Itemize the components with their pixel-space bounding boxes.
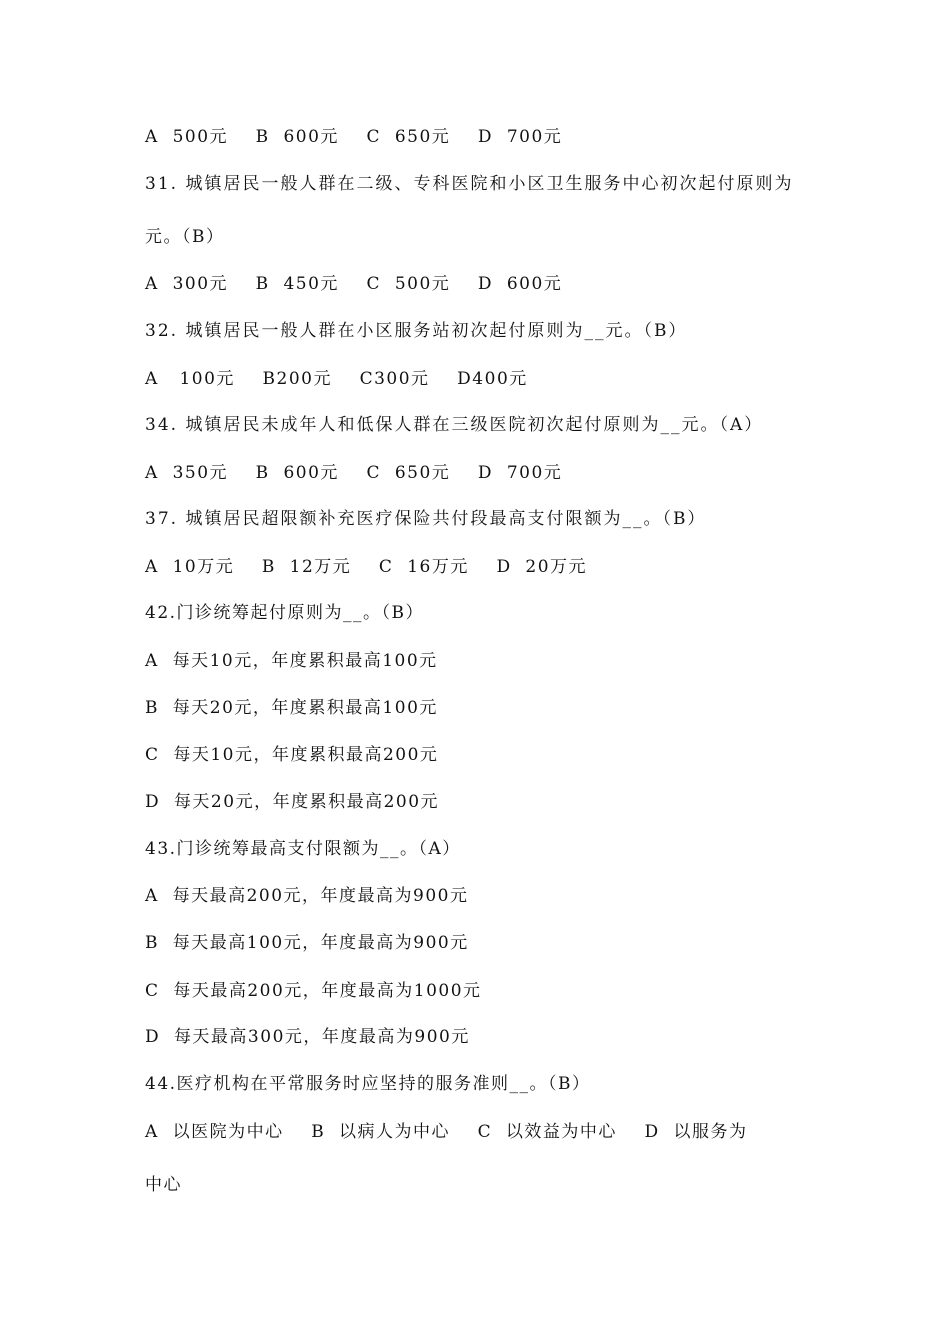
q44-options-cont: 中心 [145, 1175, 182, 1195]
q43-option-d: D 每天最高300元，年度最高为900元 [145, 1027, 470, 1047]
q42-option-d: D 每天20元，年度累积最高200元 [145, 792, 440, 812]
q42-option-b: B 每天20元，年度累积最高100元 [145, 698, 438, 718]
q37-options: A 10万元 B 12万元 C 16万元 D 20万元 [145, 557, 588, 577]
q44-options: A 以医院为中心 B 以病人为中心 C 以效益为中心 D 以服务为 [145, 1122, 748, 1142]
q30-options: A 500元 B 600元 C 650元 D 700元 [145, 127, 563, 147]
q44-question: 44.医疗机构在平常服务时应坚持的服务准则__。（B） [145, 1074, 591, 1094]
q34-options: A 350元 B 600元 C 650元 D 700元 [145, 463, 563, 483]
q43-option-a: A 每天最高200元，年度最高为900元 [145, 886, 469, 906]
q42-question: 42.门诊统筹起付原则为__。（B） [145, 603, 425, 623]
q31-question: 31. 城镇居民一般人群在二级、专科医院和小区卫生服务中心初次起付原则为 [145, 174, 794, 194]
q42-option-a: A 每天10元，年度累积最高100元 [145, 651, 438, 671]
q43-option-b: B 每天最高100元，年度最高为900元 [145, 933, 469, 953]
q32-options: A 100元 B200元 C300元 D400元 [145, 369, 528, 389]
q32-question: 32. 城镇居民一般人群在小区服务站初次起付原则为__元。（B） [145, 321, 688, 341]
q31-question-cont: 元。（B） [145, 227, 225, 247]
q37-question: 37. 城镇居民超限额补充医疗保险共付段最高支付限额为__。（B） [145, 509, 707, 529]
q43-option-c: C 每天最高200元，年度最高为1000元 [145, 981, 482, 1001]
q43-question: 43.门诊统筹最高支付限额为__。（A） [145, 839, 461, 859]
q31-options: A 300元 B 450元 C 500元 D 600元 [145, 274, 563, 294]
q34-question: 34. 城镇居民未成年人和低保人群在三级医院初次起付原则为__元。（A） [145, 415, 764, 435]
q42-option-c: C 每天10元，年度累积最高200元 [145, 745, 439, 765]
